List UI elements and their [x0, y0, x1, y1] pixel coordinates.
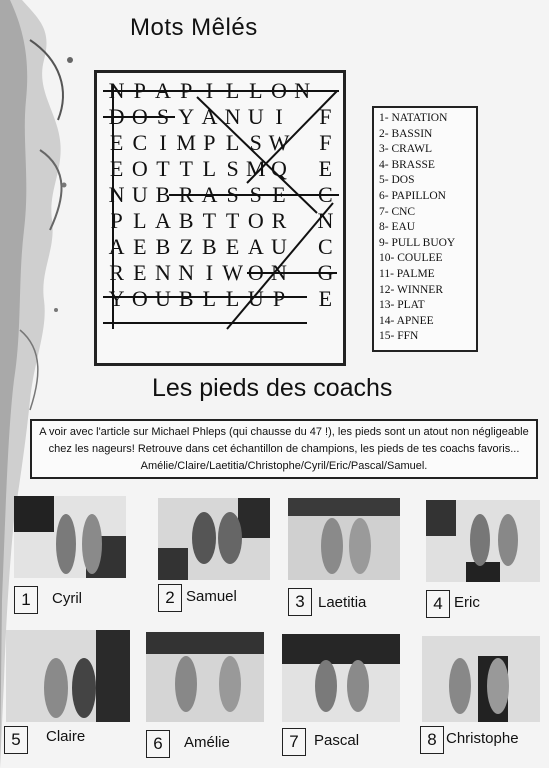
grid-letter: A — [108, 234, 125, 259]
grid-letter: G — [317, 260, 334, 285]
info-text-box — [30, 419, 538, 479]
grid-letter — [128, 335, 151, 358]
word-list-item: 2- BASSIN — [379, 127, 433, 140]
grid-letter — [175, 335, 198, 358]
info-text: A voir avec l'article sur Michael Phleps (qui chausse du 47 !), les pieds sont un atout non négligeable chez les nageurs! Retrouve dans cet échantillon de champions, les pieds de tes coachs favoris... Amélie/Claire/Laetitia/Christophe/Cyril/Eric/Pascal/Samuel. — [39, 426, 529, 472]
coach-number-3: 3 — [288, 588, 312, 616]
grid-letter: P — [203, 130, 216, 155]
grid-letter: D — [108, 104, 125, 129]
grid-letter — [314, 78, 337, 104]
grid-letter: P — [180, 78, 193, 103]
grid-letter: A — [247, 234, 264, 259]
feet-photo-8 — [422, 636, 540, 722]
grid-letter — [267, 312, 290, 335]
grid-letter — [244, 312, 267, 335]
grid-letter: B — [178, 208, 194, 233]
grid-letter — [105, 312, 128, 335]
grid-letter: F — [319, 130, 332, 155]
word-list-item: 4- BRASSE — [379, 158, 435, 171]
grid-letter: E — [109, 156, 124, 181]
coach-name-5: Claire — [46, 728, 86, 745]
letter-grid — [105, 78, 337, 358]
grid-letter: C — [318, 234, 333, 259]
grid-letter — [175, 312, 198, 335]
grid-letter — [314, 312, 337, 335]
word-list-item: 1- NATATION — [379, 112, 448, 124]
grid-letter: L — [225, 130, 240, 155]
grid-letter: E — [133, 234, 147, 259]
word-list — [372, 106, 478, 352]
grid-letter: N — [155, 260, 171, 285]
word-list-item: 10- COULEE — [379, 252, 443, 265]
grid-letter: E — [272, 182, 286, 207]
grid-letter: B — [202, 234, 217, 259]
grid-letter — [244, 335, 267, 358]
word-list-item: 11- PALME — [379, 267, 435, 280]
feet-photo-4 — [426, 500, 540, 582]
grid-letter: I — [205, 78, 214, 103]
grid-letter: L — [133, 208, 147, 233]
grid-letter: E — [133, 260, 147, 285]
coach-name-7: Pascal — [314, 732, 360, 749]
grid-letter: E — [109, 130, 124, 155]
grid-letter — [291, 208, 314, 234]
grid-letter: U — [131, 182, 148, 207]
grid-letter: A — [201, 104, 218, 129]
feet-photo-5 — [6, 630, 130, 722]
grid-letter — [105, 335, 128, 358]
grid-letter — [291, 260, 314, 286]
coach-number-2: 2 — [158, 584, 182, 612]
grid-letter: T — [179, 156, 193, 181]
grid-letter — [151, 312, 174, 335]
word-list-item: 15- FFN — [379, 330, 419, 343]
grid-letter: S — [226, 182, 239, 207]
coach-number-4: 4 — [426, 590, 450, 618]
grid-letter: S — [226, 156, 239, 181]
grid-letter: Q — [271, 156, 287, 181]
grid-letter: L — [225, 78, 240, 103]
grid-letter: B — [178, 286, 194, 311]
grid-letter — [291, 312, 314, 335]
grid-letter: A — [201, 182, 218, 207]
grid-letter: M — [176, 130, 196, 155]
word-list-item: 12- WINNER — [379, 283, 443, 296]
coach-name-2: Samuel — [186, 588, 237, 605]
grid-letter — [291, 286, 314, 312]
feet-photo-3 — [288, 498, 400, 580]
grid-letter: U — [247, 286, 264, 311]
coach-name-6: Amélie — [184, 734, 230, 751]
grid-letter: T — [225, 208, 240, 233]
grid-letter: N — [271, 260, 287, 285]
word-list-item: 9- PULL BUOY — [379, 236, 456, 249]
grid-letter: N — [294, 78, 311, 103]
grid-letter: Z — [179, 234, 193, 259]
word-list-item: 13- PLAT — [379, 299, 425, 312]
grid-letter: L — [202, 156, 217, 181]
grid-letter: L — [225, 286, 240, 311]
grid-letter — [221, 335, 244, 358]
coach-number-7: 7 — [282, 728, 306, 756]
grid-letter: E — [225, 234, 240, 259]
grid-letter: Y — [178, 104, 195, 129]
grid-letter: I — [159, 130, 167, 155]
grid-letter: A — [155, 208, 171, 233]
grid-letter: O — [247, 260, 264, 285]
grid-letter — [291, 335, 314, 358]
grid-letter: W — [222, 260, 243, 285]
grid-letter: B — [155, 234, 171, 259]
grid-letter: E — [318, 156, 333, 181]
grid-letter: O — [131, 286, 148, 311]
grid-letter — [291, 104, 314, 130]
grid-letter: F — [319, 104, 332, 129]
grid-letter: I — [275, 104, 283, 129]
grid-letter: T — [202, 208, 217, 233]
word-list-item: 8- EAU — [379, 221, 416, 234]
grid-letter: A — [155, 78, 171, 103]
coach-name-8: Christophe — [446, 730, 519, 747]
grid-letter: B — [155, 182, 171, 207]
grid-letter: P — [110, 208, 123, 233]
grid-letter: N — [317, 208, 334, 233]
grid-letter — [151, 335, 174, 358]
grid-letter: O — [131, 104, 148, 129]
word-search-grid — [94, 70, 346, 366]
grid-letter — [128, 312, 151, 335]
grid-letter: P — [133, 78, 146, 103]
grid-letter: O — [271, 78, 287, 103]
grid-letter: S — [156, 104, 170, 129]
grid-letter — [291, 234, 314, 260]
grid-letter: W — [268, 130, 290, 155]
grid-letter — [291, 130, 314, 156]
grid-letter: C — [318, 182, 333, 207]
grid-letter: U — [271, 234, 287, 259]
grid-letter — [291, 182, 314, 208]
coach-number-8: 8 — [420, 726, 444, 754]
coach-number-5: 5 — [4, 726, 28, 754]
grid-letter: L — [249, 78, 263, 103]
section-title: Les pieds des coachs — [152, 374, 393, 402]
word-list-item: 6- PAPILLON — [379, 189, 446, 202]
grid-letter — [267, 335, 290, 358]
grid-letter: R — [109, 260, 124, 285]
coach-name-3: Laetitia — [318, 594, 367, 611]
grid-letter: T — [156, 156, 170, 181]
grid-letter: I — [205, 260, 214, 285]
grid-letter: S — [249, 182, 262, 207]
feet-photo-2 — [158, 498, 270, 580]
grid-letter: U — [247, 104, 264, 129]
grid-letter: N — [178, 260, 195, 285]
word-list-item: 3- CRAWL — [379, 143, 433, 156]
grid-letter: O — [247, 208, 264, 233]
grid-letter: U — [155, 286, 171, 311]
grid-letter — [198, 312, 221, 335]
feet-photo-6 — [146, 632, 264, 722]
grid-letter: C — [132, 130, 148, 155]
coach-name-1: Cyril — [52, 590, 82, 607]
grid-letter: S — [249, 130, 262, 155]
grid-letter: P — [272, 286, 286, 311]
grid-letter — [314, 335, 337, 358]
grid-letter — [198, 335, 221, 358]
grid-letter: R — [178, 182, 194, 207]
grid-letter: E — [318, 286, 333, 311]
grid-letter: O — [131, 156, 148, 181]
grid-letter — [221, 312, 244, 335]
word-list-item: 14- APNEE — [379, 314, 434, 327]
grid-letter: M — [246, 156, 266, 181]
grid-letter: N — [224, 104, 241, 129]
grid-letter: R — [271, 208, 287, 233]
page-title: Mots Mêlés — [130, 14, 258, 41]
feet-photo-1 — [14, 496, 126, 578]
grid-letter: L — [202, 286, 217, 311]
grid-letter: Y — [108, 286, 125, 311]
grid-letter: N — [108, 78, 125, 103]
word-list-item: 5- DOS — [379, 174, 415, 187]
grid-letter — [291, 156, 314, 182]
feet-photo-7 — [282, 634, 400, 722]
coach-number-6: 6 — [146, 730, 170, 758]
word-list-item: 7- CNC — [379, 205, 416, 218]
coach-number-1: 1 — [14, 586, 38, 614]
coach-name-4: Eric — [454, 594, 480, 611]
grid-letter: N — [108, 182, 125, 207]
